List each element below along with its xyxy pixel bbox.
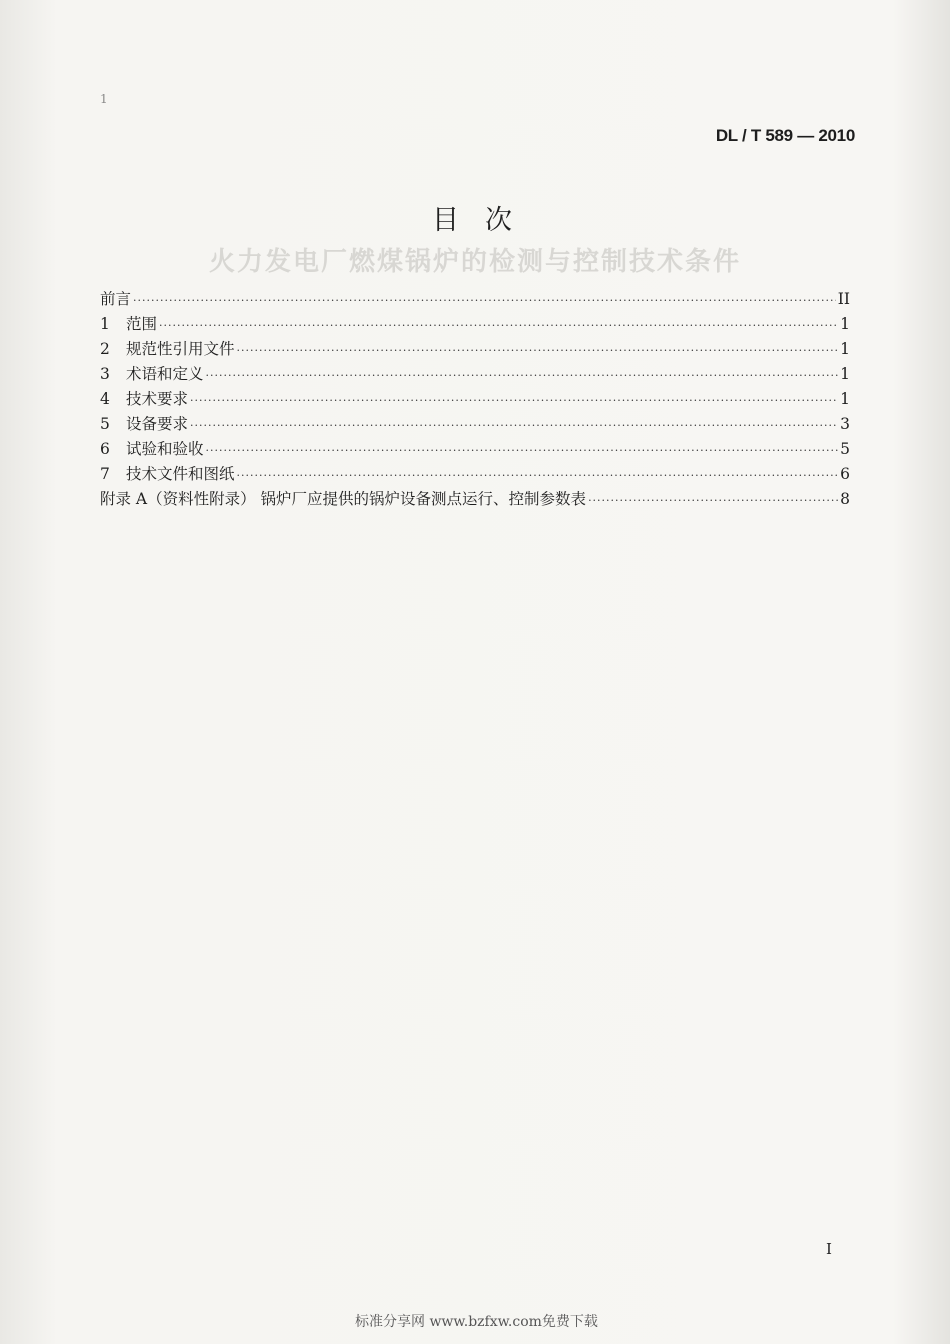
toc-entry-page: 1 <box>840 365 850 383</box>
toc-entry-page: 1 <box>840 315 850 333</box>
toc-entry-label: 试验和验收 <box>126 440 204 458</box>
toc-entry-label: 前言 <box>100 290 132 308</box>
bleed-through-title: 火力发电厂燃煤锅炉的检测与控制技术条件 <box>208 247 741 277</box>
toc-leader-dots <box>237 338 839 363</box>
toc-leader-dots <box>206 363 839 388</box>
toc-entry-page: 6 <box>840 465 850 483</box>
page-number: I <box>826 1240 832 1258</box>
footer-watermark: 标准分享网 www.bzfxw.com免费下载 <box>355 1314 598 1330</box>
toc-entry-label: 范围 <box>126 315 158 333</box>
toc-leader-dots <box>588 488 838 513</box>
toc-entry-page: 1 <box>840 390 850 408</box>
margin-mark: 1 <box>100 92 108 106</box>
toc-entry-page: II <box>837 290 850 308</box>
toc-entry-number: 7 <box>100 465 110 483</box>
toc-entry-label: 技术要求 <box>126 390 189 408</box>
toc-entry[interactable] <box>100 412 850 437</box>
toc-entry[interactable] <box>100 487 850 512</box>
toc-leader-dots <box>237 463 839 488</box>
toc-entry-page: 8 <box>840 490 850 508</box>
standard-number: DL / T 589 — 2010 <box>715 126 855 145</box>
toc-leader-dots <box>133 288 836 313</box>
toc-leader-dots <box>159 313 838 338</box>
toc-entry-label: 技术文件和图纸 <box>126 465 235 483</box>
toc-entry-label: 设备要求 <box>126 415 189 433</box>
toc-entry-number: 1 <box>100 315 110 333</box>
toc-entry-page: 1 <box>840 340 850 358</box>
toc-entry[interactable] <box>100 312 850 337</box>
toc-entry-number: 2 <box>100 340 110 358</box>
toc-leader-dots <box>190 413 838 438</box>
toc-entry[interactable] <box>100 437 850 462</box>
toc-entry-label: 附录 A（资料性附录） 锅炉厂应提供的锅炉设备测点运行、控制参数表 <box>100 490 587 508</box>
page-title: 目次 <box>432 205 538 236</box>
toc-entry-label: 术语和定义 <box>126 365 204 383</box>
toc-entry[interactable] <box>100 337 850 362</box>
toc-entry[interactable] <box>100 462 850 487</box>
toc-entry-number: 6 <box>100 440 110 458</box>
toc-entry-label: 规范性引用文件 <box>126 340 235 358</box>
toc-leader-dots <box>190 388 838 413</box>
toc-entry-number: 5 <box>100 415 110 433</box>
toc-entry-page: 3 <box>840 415 850 433</box>
toc-entry[interactable] <box>100 287 850 312</box>
toc-entry-number: 4 <box>100 390 110 408</box>
table-of-contents <box>100 287 850 512</box>
toc-entry-page: 5 <box>840 440 850 458</box>
toc-entry[interactable] <box>100 362 850 387</box>
toc-leader-dots <box>206 438 839 463</box>
toc-entry-number: 3 <box>100 365 110 383</box>
toc-entry[interactable] <box>100 387 850 412</box>
